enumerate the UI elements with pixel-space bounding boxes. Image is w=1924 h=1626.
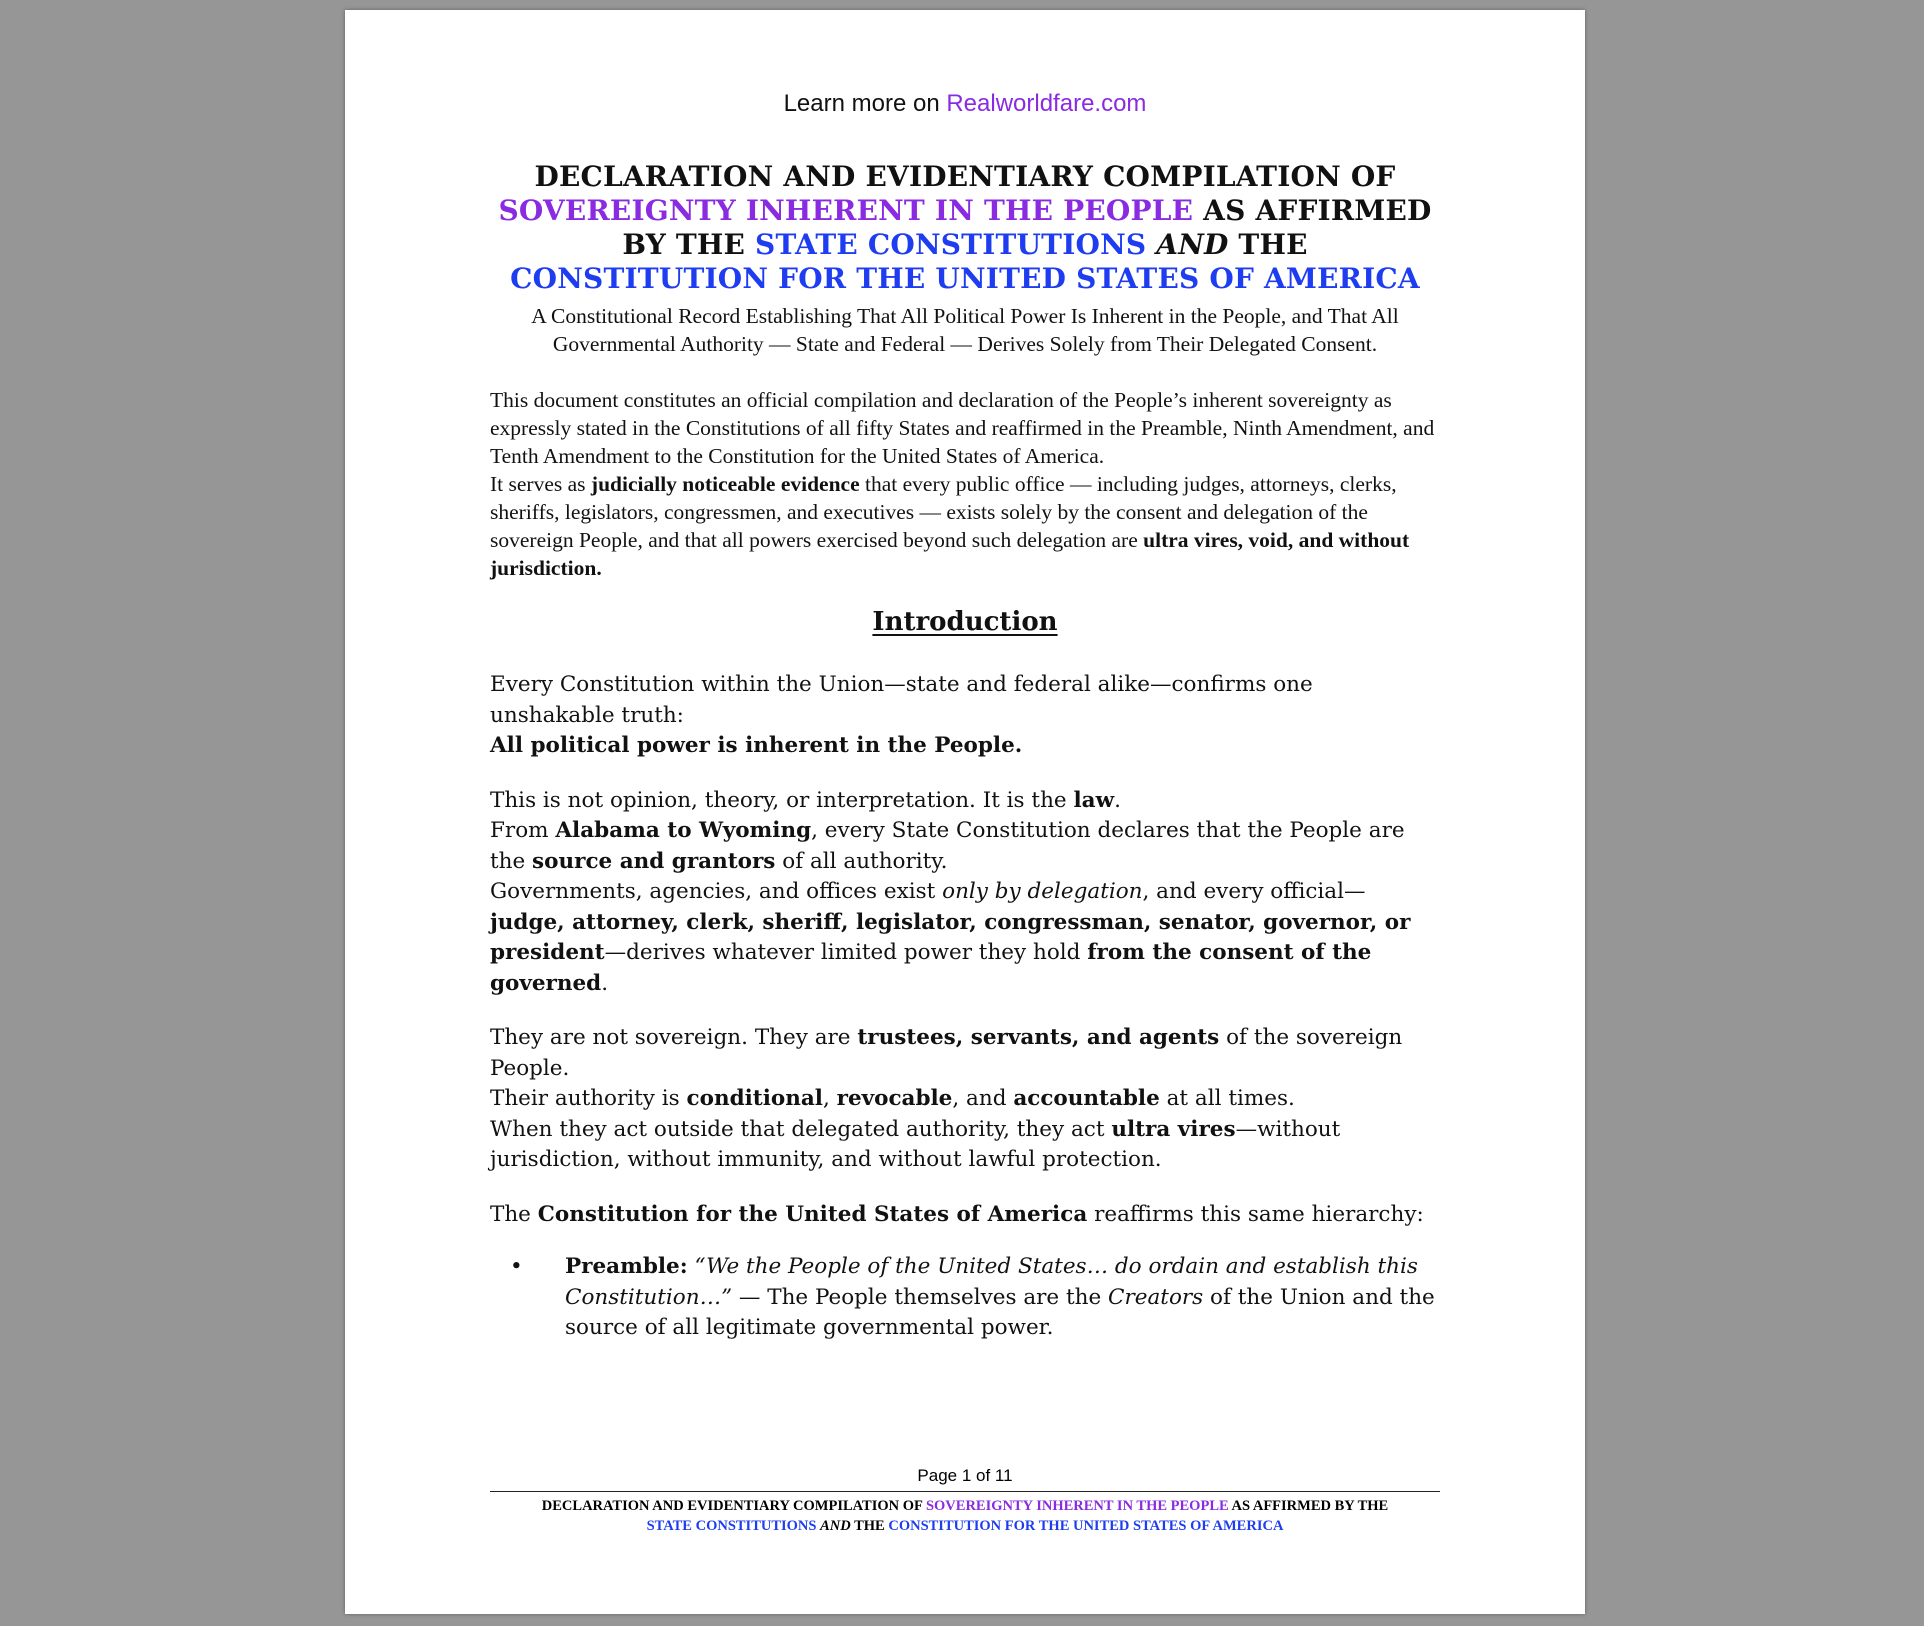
- promo-link[interactable]: Realworldfare.com: [946, 90, 1147, 117]
- declaration-block: [490, 386, 1440, 582]
- p3-l2-e: , and: [952, 1086, 1014, 1111]
- footer-title-state-constitutions: STATE CONSTITUTIONS: [646, 1518, 817, 1534]
- p3-l2-revocable: revocable: [836, 1086, 953, 1111]
- intro-p2-line-1: [490, 786, 1440, 817]
- footer-title: [490, 1496, 1440, 1536]
- p3-l2-g: at all times.: [1159, 1086, 1295, 1111]
- footer-divider: [490, 1491, 1440, 1492]
- intro-paragraph-3: [490, 1023, 1440, 1176]
- intro-p1-line-2: [490, 731, 1440, 762]
- footer-title-sovereignty: SOVEREIGNTY INHERENT IN THE PEOPLE: [925, 1498, 1229, 1514]
- p2-l3-consent: from the consent of the governed: [490, 940, 1372, 996]
- p2-l3-c: , and every official—: [1142, 879, 1366, 904]
- intro-p1-line-1: Every Constitution within the Union—state and federal alike—confirms one unshakable truth:: [490, 672, 1313, 728]
- intro-p4-line: [490, 1200, 1440, 1231]
- page-number: Page 1 of 11: [917, 1466, 1013, 1485]
- intro-p1-bold: All political power is inherent in the People.: [490, 733, 1023, 758]
- bullet-text-2: of the Union and the source of all legitimate governmental power.: [565, 1284, 1435, 1340]
- p2-l3-delegation: only by delegation: [942, 879, 1143, 904]
- page-content: [490, 160, 1440, 1344]
- bullet-list: [490, 1252, 1440, 1344]
- bullet-marker: •: [510, 1254, 523, 1279]
- title-part-1: DECLARATION AND EVIDENTIARY COMPILATION OF: [534, 160, 1396, 193]
- decl-p2-bold-ultra-vires: ultra vires, void, and without jurisdiction.: [490, 528, 1410, 580]
- intro-p2-line-3: [490, 877, 1440, 999]
- document-title: [490, 160, 1440, 296]
- declaration-paragraph-1: This document constitutes an official compilation and declaration of the People’s inherent sovereignty as expressly stated in the Constitutions of all fifty States and reaffirmed in the Preamble, Ninth Amendment, and Tenth Amendment to the Constitution for the United States of America.: [490, 388, 1435, 468]
- introduction-heading: Introduction: [872, 607, 1058, 637]
- p2-l1-c: .: [1114, 787, 1121, 813]
- page-footer: [490, 1465, 1440, 1536]
- p2-l3-officials: judge, attorney, clerk, sheriff, legislator, congressman, senator, governor, or president: [490, 909, 1411, 965]
- list-item: [490, 1252, 1440, 1344]
- p3-l2-accountable: accountable: [1013, 1086, 1160, 1111]
- p2-l1-a: This is not opinion, theory, or interpretation. It is the: [490, 787, 1074, 813]
- footer-title-part-3: AS AFFIRMED BY THE: [1228, 1498, 1389, 1514]
- title-part-3: AS AFFIRMED BY THE: [622, 194, 1432, 261]
- footer-title-part-1: DECLARATION AND EVIDENTIARY COMPILATION OF: [541, 1498, 926, 1514]
- p3-l3-a: When they act outside that delegated authority, they act: [490, 1116, 1112, 1142]
- intro-paragraph-1: [490, 670, 1440, 762]
- p3-l3-ultra-vires: ultra vires: [1111, 1116, 1236, 1142]
- footer-title-and: AND: [820, 1518, 851, 1534]
- p2-l2-source: source and grantors: [532, 848, 776, 874]
- promo-line: [345, 90, 1585, 118]
- p3-l1-a: They are not sovereign. They are: [490, 1025, 858, 1050]
- intro-p2-line-2: [490, 816, 1440, 877]
- intro-p3-line-2: [490, 1084, 1440, 1115]
- p3-l2-a: Their authority is: [490, 1086, 687, 1111]
- p3-l1-c: of the sovereign People.: [490, 1025, 1403, 1081]
- intro-p3-line-1: [490, 1023, 1440, 1084]
- bullet-quote: “We the People of the United States… do ordain and establish this Constitution…”: [565, 1254, 1418, 1310]
- p2-l2-a: From: [490, 818, 556, 843]
- title-us-constitution: CONSTITUTION FOR THE UNITED STATES OF AMERICA: [510, 262, 1420, 295]
- p2-l2-alabama: Alabama to Wyoming: [555, 818, 812, 843]
- bullet-text-1: — The People themselves are the: [732, 1284, 1109, 1310]
- title-and: AND: [1156, 228, 1229, 261]
- intro-paragraph-4: [490, 1200, 1440, 1231]
- p3-l1-trustees: trustees, servants, and agents: [857, 1025, 1220, 1050]
- promo-prefix: Learn more on: [783, 90, 947, 117]
- p2-l2-c: , every State Constitution declares that the People are the: [490, 818, 1405, 874]
- p3-l3-c: —without jurisdiction, without immunity, and without lawful protection.: [490, 1116, 1341, 1172]
- introduction-body: [490, 670, 1440, 1344]
- p3-l2-c: ,: [822, 1086, 837, 1111]
- footer-title-us-constitution: CONSTITUTION FOR THE UNITED STATES OF AMERICA: [888, 1518, 1284, 1534]
- p2-l3-g: .: [601, 970, 609, 996]
- decl-p2-bold-evidence: judicially noticeable evidence: [590, 472, 860, 496]
- intro-p3-line-3: [490, 1115, 1440, 1176]
- bullet-label-preamble: Preamble:: [565, 1254, 688, 1279]
- decl-p2-text-a: It serves as: [490, 472, 591, 496]
- document-page: [345, 10, 1585, 1614]
- document-subtitle: A Constitutional Record Establishing That All Political Power Is Inherent in the People, and That All Governmental Authority — State and Federal — Derives Solely from Their Delegated Consent.: [531, 304, 1399, 356]
- p2-l3-a: Governments, agencies, and offices exist: [490, 879, 943, 904]
- p2-l3-e: —derives whatever limited power they hold: [604, 940, 1088, 965]
- p2-l2-e: of all authority.: [775, 848, 948, 874]
- decl-p2-text-c: that every public office — including judges, attorneys, clerks, sheriffs, legislators, congressmen, and executives — exists solely by the consent and delegation of the sovereign People, and that all powers exercised beyond such delegation are: [490, 472, 1397, 552]
- p4-constitution: Constitution for the United States of America: [537, 1201, 1088, 1227]
- p3-l2-conditional: conditional: [686, 1086, 823, 1111]
- p4-c: reaffirms this same hierarchy:: [1087, 1201, 1424, 1227]
- bullet-emph-creators: Creators: [1108, 1284, 1204, 1310]
- title-sovereignty: SOVEREIGNTY INHERENT IN THE PEOPLE: [498, 194, 1194, 227]
- p4-a: The: [490, 1201, 538, 1227]
- intro-paragraph-2: [490, 786, 1440, 1000]
- p2-l1-law: law: [1073, 787, 1115, 813]
- declaration-paragraph-2: [490, 470, 1440, 582]
- footer-title-part-6: THE: [850, 1518, 889, 1534]
- title-state-constitutions: STATE CONSTITUTIONS: [755, 228, 1147, 261]
- title-part-6: THE: [1228, 228, 1308, 261]
